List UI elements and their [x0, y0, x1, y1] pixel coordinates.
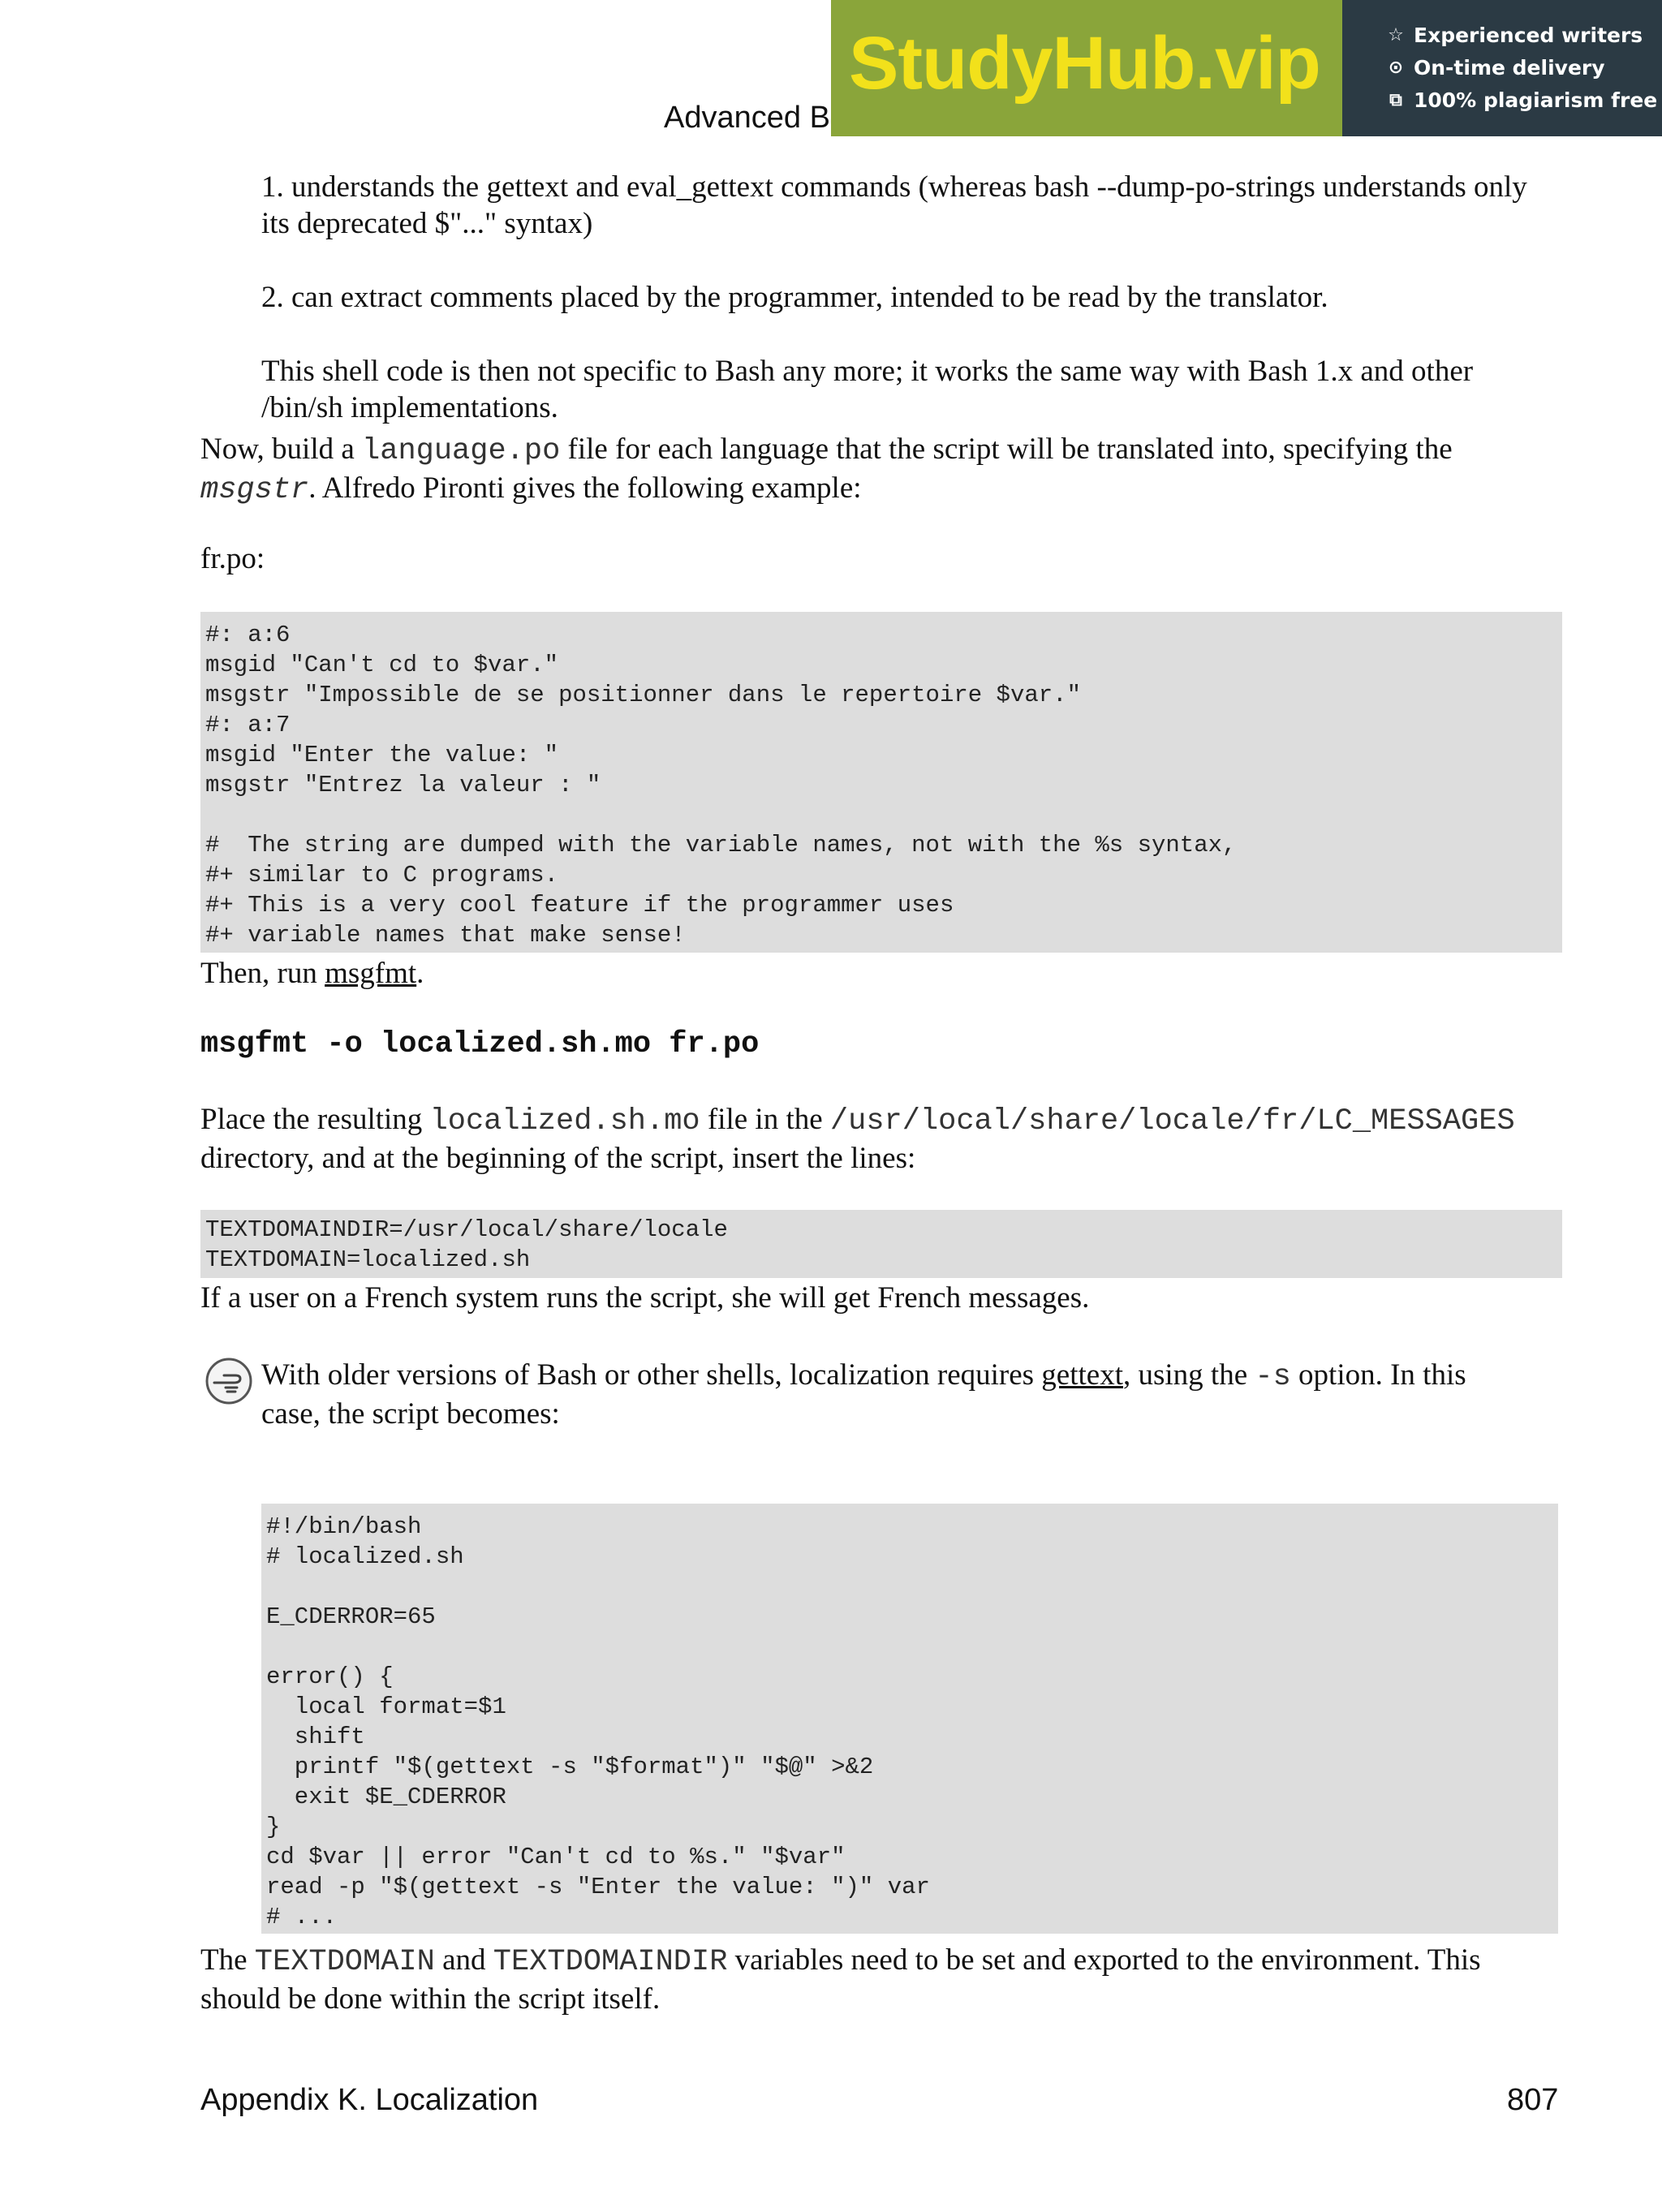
list-item-1 — [261, 169, 1527, 242]
banner-feature-text: Experienced writers — [1414, 24, 1643, 47]
inline-code-mo-file: localized.sh.mo — [429, 1104, 700, 1138]
para-build — [200, 431, 1453, 509]
running-header: Advanced B — [664, 101, 830, 135]
inline-code-locale-path: /usr/local/share/locale/fr/LC_MESSAGES — [829, 1104, 1515, 1138]
studyhub-banner[interactable] — [831, 0, 1662, 136]
text: option. In this — [1290, 1358, 1466, 1392]
list-item-2: 2. can extract comments placed by the programmer, intended to be read by the translator. — [261, 281, 1328, 314]
text: directory, and at the beginning of the script, insert the lines: — [200, 1142, 916, 1175]
inline-code-textdomaindir: TEXTDOMAINDIR — [493, 1945, 728, 1979]
list-item-1-line2: its deprecated $"..." syntax) — [261, 207, 593, 240]
banner-feature — [1386, 52, 1657, 84]
inline-code-language-po: language.po — [362, 434, 561, 468]
para-note — [261, 1357, 1466, 1432]
msgfmt-link[interactable]: msgfmt — [325, 957, 417, 990]
note-pointing-hand-icon — [205, 1357, 253, 1405]
banner-feature-text: On-time delivery — [1414, 56, 1605, 80]
para-place — [200, 1101, 1515, 1177]
text: . Alfredo Pironti gives the following example: — [308, 471, 862, 505]
text: case, the script becomes: — [261, 1397, 560, 1431]
text: . — [416, 957, 424, 990]
command-msgfmt: msgfmt -o localized.sh.mo fr.po — [200, 1027, 760, 1061]
text: , using the — [1122, 1358, 1255, 1392]
text: The — [200, 1943, 255, 1977]
list-note-line1: This shell code is then not specific to Bash any more; it works the same way with Bash 1.x and other — [261, 355, 1474, 388]
banner-logo: StudyHub.vip — [849, 22, 1320, 105]
text: and — [434, 1943, 493, 1977]
banner-features — [1386, 19, 1657, 117]
banner-feature — [1386, 84, 1657, 117]
page-number: 807 — [1507, 2083, 1559, 2117]
footer-section: Appendix K. Localization — [200, 2083, 539, 2117]
text: file for each language that the script will be translated into, specifying the — [560, 433, 1453, 466]
text: file in the — [700, 1103, 830, 1136]
inline-code-s-option: -s — [1255, 1360, 1291, 1394]
text: Then, run — [200, 957, 325, 990]
list-item-1-line1: 1. understands the gettext and eval_gettext commands (whereas bash --dump-po-strings understands only — [261, 170, 1527, 204]
list-note — [261, 353, 1473, 426]
code-block-fr-po: #: a:6 msgid "Can't cd to $var." msgstr "Impossible de se positionner dans le repertoire $var." #: a:7 msgid "Enter the value: " msgstr "Entrez la valeur : " # The string are dumped with the variable names, not with the %s syntax, #+ similar to C programs. #+ This is a very cool feature if the programmer uses #+ variable names that make sense! — [200, 612, 1562, 953]
star-icon: ☆ — [1388, 25, 1404, 45]
list-note-line2: /bin/sh implementations. — [261, 391, 558, 424]
code-block-env: TEXTDOMAINDIR=/usr/local/share/locale TEXTDOMAIN=localized.sh — [200, 1210, 1562, 1278]
banner-logo-box — [831, 0, 1342, 136]
text: variables need to be set and exported to the environment. This — [727, 1943, 1481, 1977]
banner-feature — [1386, 19, 1657, 52]
code-block-script: #!/bin/bash # localized.sh E_CDERROR=65 error() { local format=$1 shift printf "$(gettext -s "$format")" "$@" >&2 exit $E_CDERROR } cd $var || error "Can't cd to %s." "$var" read -p "$(gettext -s "Enter the value: ")" var # ... — [261, 1504, 1558, 1934]
fr-po-label: fr.po: — [200, 542, 265, 575]
text: should be done within the script itself. — [200, 1982, 661, 2016]
text: With older versions of Bash or other shells, localization requires — [261, 1358, 1042, 1392]
inline-code-msgstr: msgstr — [200, 473, 309, 507]
text: Now, build a — [200, 433, 363, 466]
copy-icon: ⧉ — [1389, 90, 1402, 110]
para-run — [200, 955, 424, 992]
para-french: If a user on a French system runs the script, she will get French messages. — [200, 1281, 1090, 1315]
text: Place the resulting — [200, 1103, 430, 1136]
gettext-link[interactable]: gettext — [1041, 1358, 1123, 1392]
clock-icon: ⊙ — [1388, 58, 1404, 78]
inline-code-textdomain: TEXTDOMAIN — [254, 1945, 435, 1979]
para-final — [200, 1942, 1481, 2017]
banner-feature-text: 100% plagiarism free — [1414, 88, 1658, 112]
